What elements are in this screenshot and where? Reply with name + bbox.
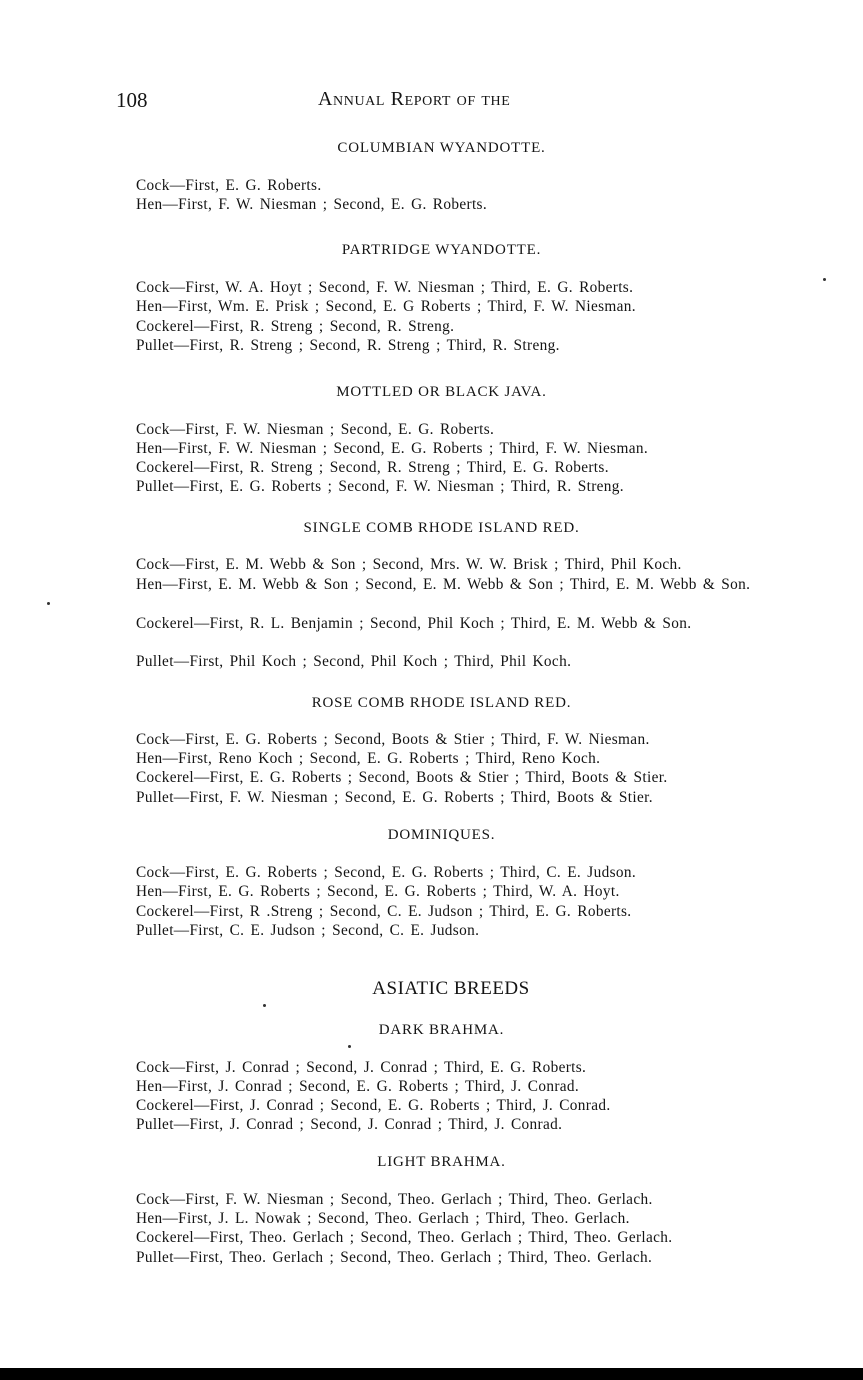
- scan-speck: [348, 1045, 351, 1048]
- entry-single-comb-hen: Hen—First, E. M. Webb & Son ; Second, E. M. Webb & Son ; Third, E. M. Webb & Son.: [136, 576, 751, 593]
- entry-columbian-hen: Hen—First, F. W. Niesman ; Second, E. G. Roberts.: [136, 196, 488, 213]
- section-title-single-comb: SINGLE COMB RHODE ISLAND RED.: [303, 520, 580, 536]
- section-title-dark-brahma: DARK BRAHMA.: [378, 1022, 505, 1038]
- entry-java-hen: Hen—First, F. W. Niesman ; Second, E. G. Roberts ; Third, F. W. Niesman.: [136, 440, 649, 457]
- entry-dominiques-cock: Cock—First, E. G. Roberts ; Second, E. G. Roberts ; Third, C. E. Judson.: [136, 864, 637, 881]
- entry-java-cockerel: Cockerel—First, R. Streng ; Second, R. Streng ; Third, E. G. Roberts.: [136, 459, 609, 476]
- entry-rose-comb-cock: Cock—First, E. G. Roberts ; Second, Boots & Stier ; Third, F. W. Niesman.: [136, 731, 650, 748]
- entry-single-comb-pullet: Pullet—First, Phil Koch ; Second, Phil Koch ; Third, Phil Koch.: [136, 653, 572, 670]
- asiatic-breeds-heading: ASIATIC BREEDS: [372, 978, 530, 999]
- entry-dominiques-cockerel: Cockerel—First, R .Streng ; Second, C. E. Judson ; Third, E. G. Roberts.: [136, 903, 632, 920]
- entry-light-brahma-cock: Cock—First, F. W. Niesman ; Second, Theo. Gerlach ; Third, Theo. Gerlach.: [136, 1191, 653, 1208]
- section-title-java: MOTTLED OR BLACK JAVA.: [336, 384, 547, 400]
- entry-dark-brahma-hen: Hen—First, J. Conrad ; Second, E. G. Roberts ; Third, J. Conrad.: [136, 1078, 580, 1095]
- entry-java-pullet: Pullet—First, E. G. Roberts ; Second, F. W. Niesman ; Third, R. Streng.: [136, 478, 624, 495]
- entry-dominiques-hen: Hen—First, E. G. Roberts ; Second, E. G. Roberts ; Third, W. A. Hoyt.: [136, 883, 620, 900]
- entry-dark-brahma-pullet: Pullet—First, J. Conrad ; Second, J. Conrad ; Third, J. Conrad.: [136, 1116, 563, 1133]
- entry-rose-comb-hen: Hen—First, Reno Koch ; Second, E. G. Roberts ; Third, Reno Koch.: [136, 750, 601, 767]
- entry-single-comb-cockerel: Cockerel—First, R. L. Benjamin ; Second, Phil Koch ; Third, E. M. Webb & Son.: [136, 615, 692, 632]
- entry-light-brahma-cockerel: Cockerel—First, Theo. Gerlach ; Second, Theo. Gerlach ; Third, Theo. Gerlach.: [136, 1229, 673, 1246]
- entry-dark-brahma-cock: Cock—First, J. Conrad ; Second, J. Conrad ; Third, E. G. Roberts.: [136, 1059, 587, 1076]
- scan-speck: [823, 278, 826, 281]
- entry-partridge-hen: Hen—First, Wm. E. Prisk ; Second, E. G Roberts ; Third, F. W. Niesman.: [136, 298, 636, 315]
- entry-light-brahma-pullet: Pullet—First, Theo. Gerlach ; Second, Theo. Gerlach ; Third, Theo. Gerlach.: [136, 1249, 653, 1266]
- scan-speck: [47, 602, 50, 605]
- entry-dominiques-pullet: Pullet—First, C. E. Judson ; Second, C. E. Judson.: [136, 922, 480, 939]
- section-title-dominiques: DOMINIQUES.: [387, 827, 496, 843]
- running-head: Annual Report of the: [318, 88, 511, 110]
- entry-dark-brahma-cockerel: Cockerel—First, J. Conrad ; Second, E. G. Roberts ; Third, J. Conrad.: [136, 1097, 611, 1114]
- entry-partridge-cockerel: Cockerel—First, R. Streng ; Second, R. Streng.: [136, 318, 455, 335]
- section-title-light-brahma: LIGHT BRAHMA.: [377, 1154, 506, 1170]
- entry-rose-comb-pullet: Pullet—First, F. W. Niesman ; Second, E. G. Roberts ; Third, Boots & Stier.: [136, 789, 653, 806]
- entry-partridge-cock: Cock—First, W. A. Hoyt ; Second, F. W. Niesman ; Third, E. G. Roberts.: [136, 279, 634, 296]
- entry-java-cock: Cock—First, F. W. Niesman ; Second, E. G. Roberts.: [136, 421, 495, 438]
- section-title-columbian: COLUMBIAN WYANDOTTE.: [337, 140, 546, 156]
- entry-partridge-pullet: Pullet—First, R. Streng ; Second, R. Streng ; Third, R. Streng.: [136, 337, 560, 354]
- page-number: 108: [116, 88, 148, 112]
- bottom-scan-edge: [0, 1368, 863, 1380]
- entry-columbian-cock: Cock—First, E. G. Roberts.: [136, 177, 322, 194]
- entry-single-comb-cock: Cock—First, E. M. Webb & Son ; Second, Mrs. W. W. Brisk ; Third, Phil Koch.: [136, 556, 682, 573]
- entry-light-brahma-hen: Hen—First, J. L. Nowak ; Second, Theo. Gerlach ; Third, Theo. Gerlach.: [136, 1210, 630, 1227]
- section-title-rose-comb: ROSE COMB RHODE ISLAND RED.: [311, 695, 572, 711]
- scan-speck: [263, 1004, 266, 1007]
- entry-rose-comb-cockerel: Cockerel—First, E. G. Roberts ; Second, Boots & Stier ; Third, Boots & Stier.: [136, 769, 668, 786]
- section-title-partridge: PARTRIDGE WYANDOTTE.: [341, 242, 542, 258]
